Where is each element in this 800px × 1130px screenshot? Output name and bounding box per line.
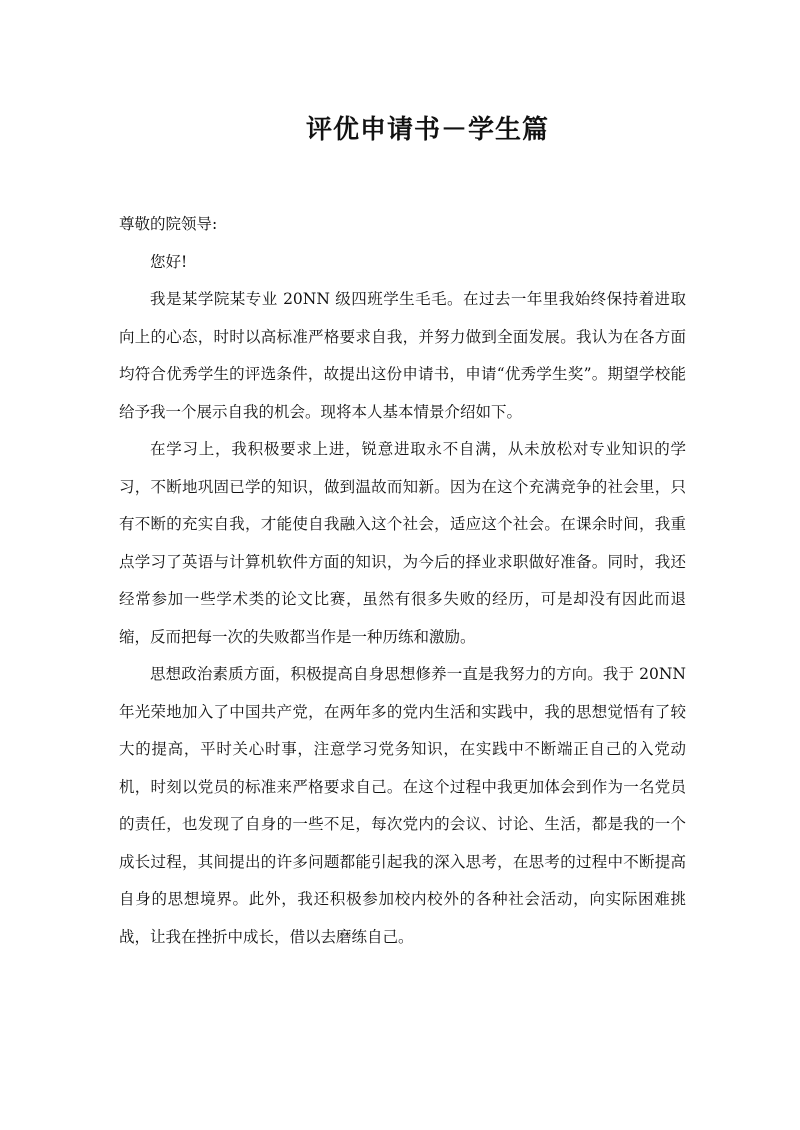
document-title: 评优申请书－学生篇 xyxy=(305,115,549,145)
document-body xyxy=(119,206,686,956)
salutation: 尊敬的院领导: xyxy=(119,215,218,233)
paragraph-introduction: 我是某学院某专业 20NN 级四班学生毛毛。在过去一年里我始终保持着进取向上的心态，时时以高标准严格要求自我，并努力做到全面发展。我认为在各方面均符合优秀学生的评选条件，故提出这份申请书，申请“优秀学生奖”。期望学校能给予我一个展示自我的机会。现将本人基本情景介绍如下。 xyxy=(119,290,686,421)
paragraph-study: 在学习上，我积极要求上进，锐意进取永不自满，从未放松对专业知识的学习，不断地巩固已学的知识，做到温故而知新。因为在这个充满竞争的社会里，只有不断的充实自我，才能使自我融入这个社会，适应这个社会。在课余时间，我重点学习了英语与计算机软件方面的知识，为今后的择业求职做好准备。同时，我还经常参加一些学术类的论文比赛，虽然有很多失败的经历，可是却没有因此而退缩，反而把每一次的失败都当作是一种历练和激励。 xyxy=(119,440,686,646)
greeting: 您好! xyxy=(150,252,188,271)
paragraph-political-quality: 思想政治素质方面，积极提高自身思想修养一直是我努力的方向。我于 20NN 年光荣地加入了中国共产党，在两年多的党内生活和实践中，我的思想觉悟有了较大的提高，平时关心时事，注意学习党务知识，在实践中不断端正自己的入党动机，时刻以党员的标准来严格要求自己。在这个过程中我更加体会到作为一名党员的责任，也发现了自身的一些不足，每次党内的会议、讨论、生活，都是我的一个成长过程，其间提出的许多问题都能引起我的深入思考，在思考的过程中不断提高自身的思想境界。此外，我还积极参加校内校外的各种社会活动，向实际困难挑战，让我在挫折中成长，借以去磨练自己。 xyxy=(119,665,686,946)
